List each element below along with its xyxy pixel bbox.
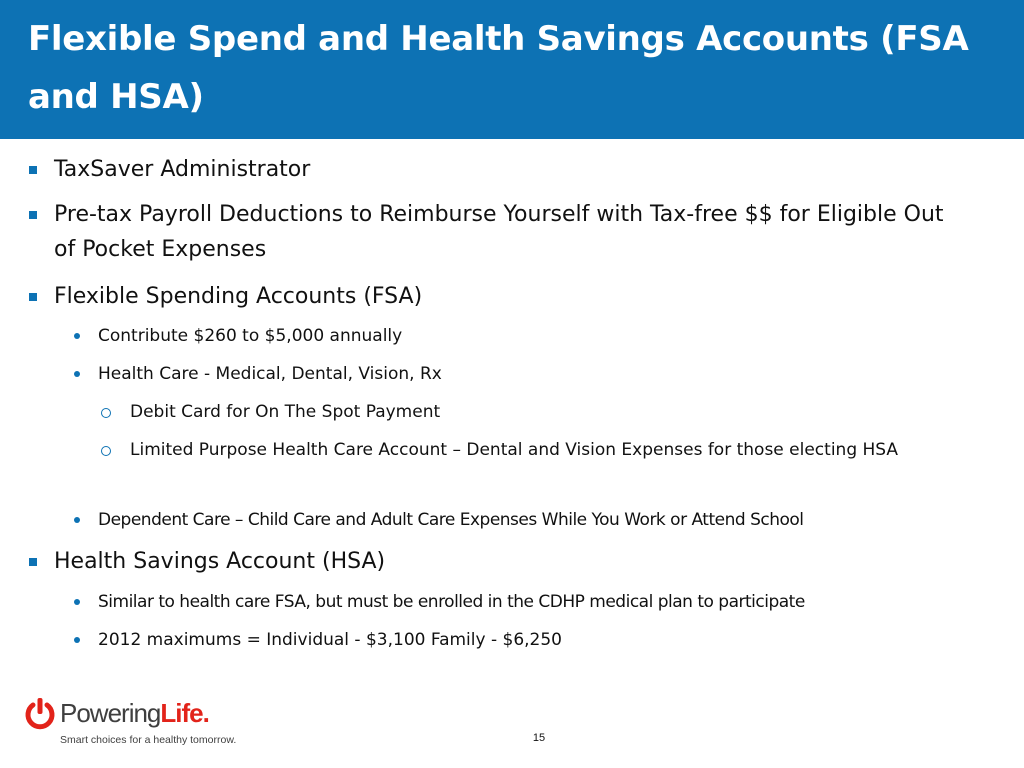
circle-bullet-icon [101, 408, 111, 418]
square-bullet-icon [29, 166, 37, 174]
logo-word-two: Life. [160, 698, 209, 728]
power-icon [24, 696, 56, 732]
bullet-text: 2012 maximums = Individual - $3,100 Family - $6,250 [98, 630, 562, 650]
sub-bullet-2012-maximums [98, 625, 998, 655]
bullet-text: Contribute $260 to $5,000 annually [98, 326, 403, 346]
dot-bullet-icon [74, 333, 80, 339]
sub-bullet-contribute [98, 321, 998, 351]
bullet-text: TaxSaver Administrator [54, 157, 311, 182]
sub-bullet-health-care [98, 359, 998, 389]
sub-bullet-similar [98, 587, 1018, 617]
bullet-item-pretax [54, 197, 954, 267]
logo-wordmark [60, 698, 209, 729]
bullet-item-taxsaver [54, 152, 994, 187]
sub-sub-bullet-limited-purpose [130, 435, 960, 465]
dot-bullet-icon [74, 599, 80, 605]
bullet-text: Similar to health care FSA, but must be enrolled in the CDHP medical plan to participate [98, 592, 805, 612]
bullet-text: Dependent Care – Child Care and Adult Care Expenses While You Work or Attend School [98, 510, 804, 530]
sub-sub-bullet-debit-card [130, 397, 960, 427]
bullet-text: Debit Card for On The Spot Payment [130, 402, 441, 422]
square-bullet-icon [29, 211, 37, 219]
sub-bullet-dependent-care [98, 505, 1018, 535]
logo-word-one: Powering [60, 698, 161, 728]
bullet-text: Pre-tax Payroll Deductions to Reimburse Yourself with Tax-free $$ for Eligible Out of Pocket Expenses [54, 202, 944, 262]
dot-bullet-icon [74, 371, 80, 377]
bullet-text: Health Savings Account (HSA) [54, 549, 386, 574]
square-bullet-icon [29, 293, 37, 301]
dot-bullet-icon [74, 517, 80, 523]
logo-tagline: Smart choices for a healthy tomorrow. [60, 734, 237, 746]
dot-bullet-icon [74, 637, 80, 643]
page-number: 15 [532, 732, 546, 744]
bullet-text: Flexible Spending Accounts (FSA) [54, 284, 423, 309]
slide-title: Flexible Spend and Health Savings Accounts (FSA and HSA) [28, 19, 969, 117]
bullet-item-hsa [54, 544, 994, 579]
circle-bullet-icon [101, 446, 111, 456]
bullet-item-fsa [54, 279, 994, 314]
powering-life-logo [24, 696, 244, 752]
bullet-text: Limited Purpose Health Care Account – Dental and Vision Expenses for those electing HSA [130, 440, 899, 460]
square-bullet-icon [29, 558, 37, 566]
bullet-text: Health Care - Medical, Dental, Vision, Rx [98, 364, 442, 384]
